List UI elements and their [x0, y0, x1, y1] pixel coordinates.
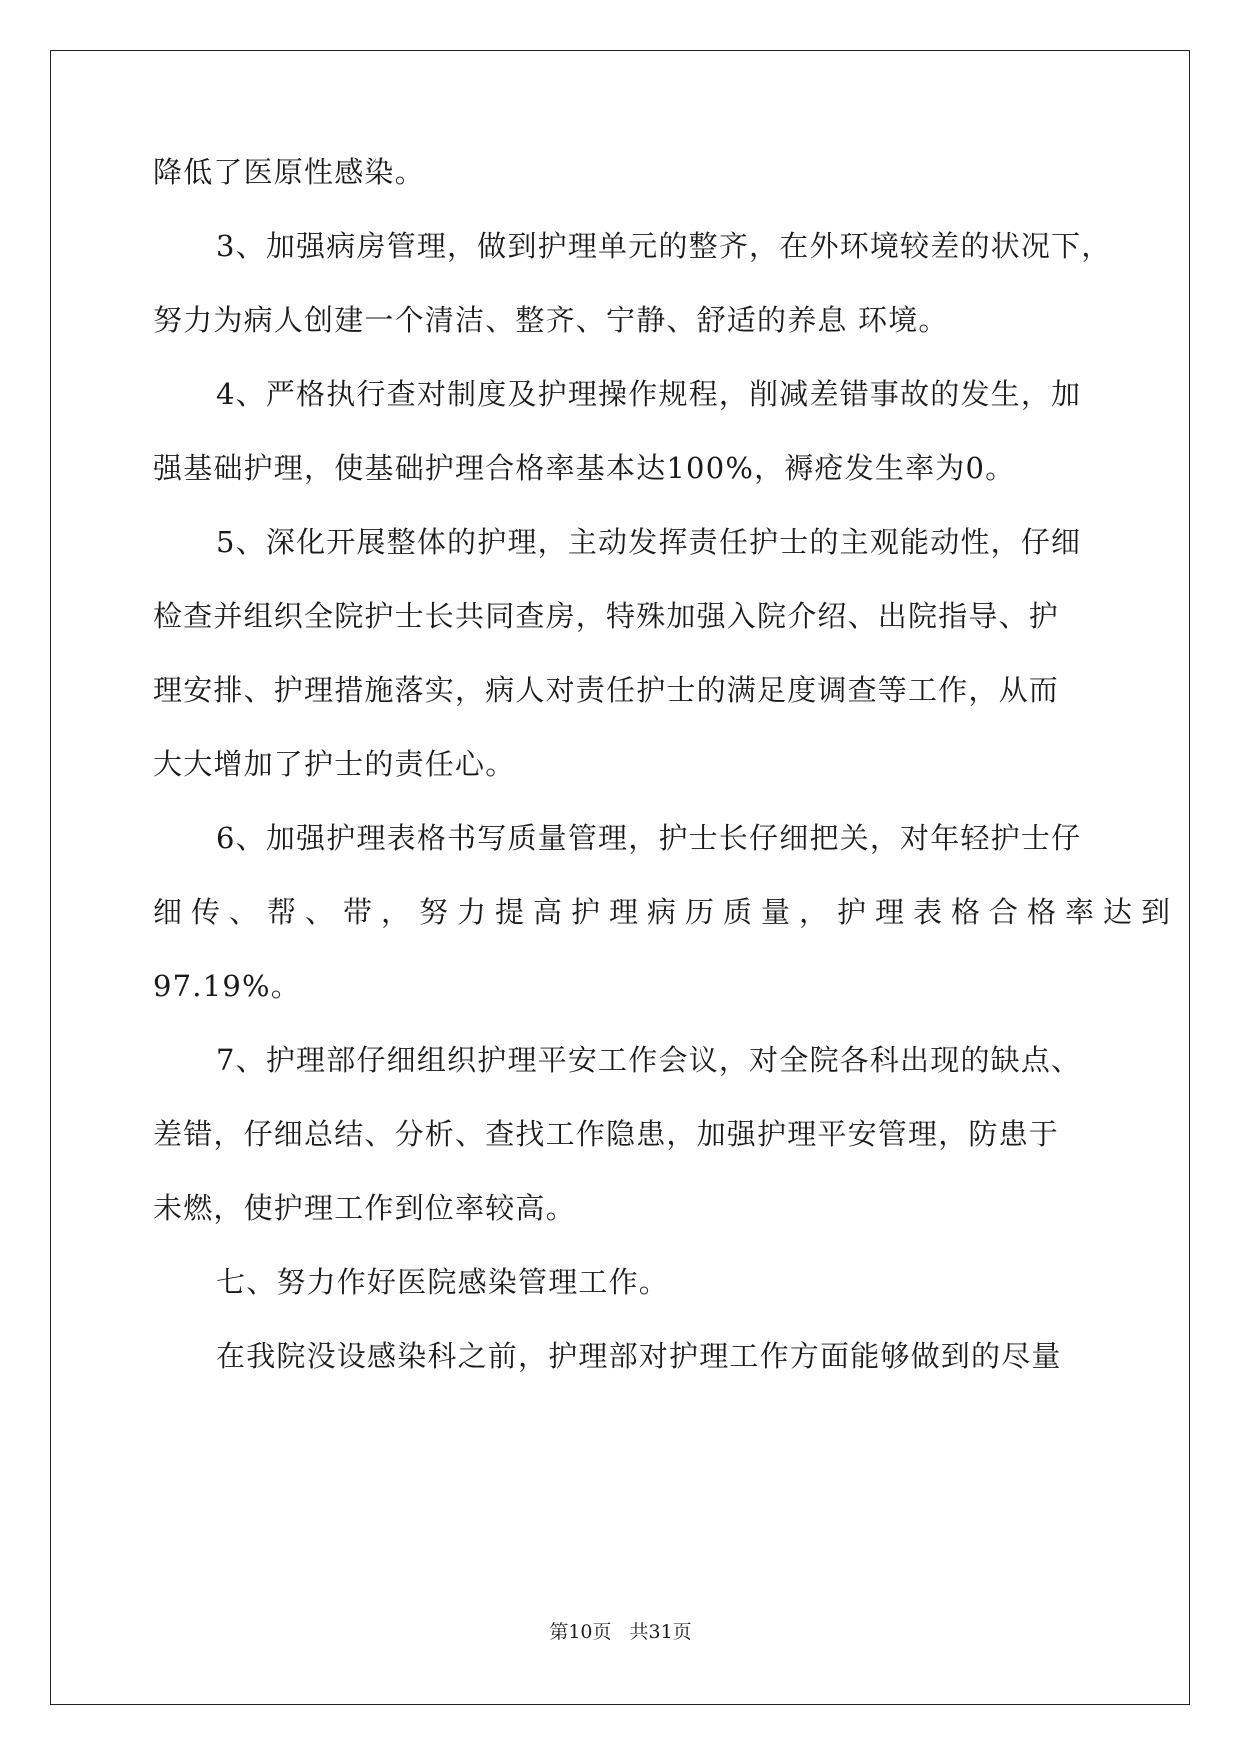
paragraph-line: 在我院没设感染科之前，护理部对护理工作方面能够做到的尽量 — [216, 1339, 1062, 1373]
paragraph-line: 细传、帮、带，努力提高护理病历质量，护理表格合格率达到 — [153, 895, 1180, 929]
page-number: 第10页 — [549, 1621, 612, 1643]
paragraph-line: 检查并组织全院护士长共同查房，特殊加强入院介绍、出院指导、护 — [153, 599, 1060, 633]
page-total: 共31页 — [629, 1621, 692, 1643]
paragraph-line: 3、加强病房管理，做到护理单元的整齐，在外环境较差的状况下， — [216, 229, 1112, 263]
paragraph-line: 努力为病人创建一个清洁、整齐、宁静、舒适的养息 环境。 — [153, 303, 949, 337]
paragraph-line: 强基础护理，使基础护理合格率基本达100%，褥疮发生率为0。 — [153, 451, 1016, 485]
paragraph-line: 未燃，使护理工作到位率较高。 — [153, 1191, 576, 1225]
paragraph-line: 6、加强护理表格书写质量管理，护士长仔细把关，对年轻护士仔 — [216, 821, 1082, 855]
paragraph-line: 理安排、护理措施落实，病人对责任护士的满足度调查等工作，从而 — [153, 673, 1060, 707]
paragraph-line: 差错，仔细总结、分析、查找工作隐患，加强护理平安管理，防患于 — [153, 1117, 1060, 1151]
paragraph-line: 大大增加了护士的责任心。 — [153, 747, 516, 781]
paragraph-line: 5、深化开展整体的护理，主动发挥责任护士的主观能动性，仔细 — [216, 525, 1082, 559]
paragraph-line: 降低了医原性感染。 — [153, 155, 425, 189]
section-heading: 七、努力作好医院感染管理工作。 — [216, 1265, 670, 1299]
paragraph-line: 4、严格执行查对制度及护理操作规程，削减差错事故的发生，加 — [216, 377, 1082, 411]
paragraph-line: 97.19%。 — [153, 969, 301, 1003]
page-footer — [0, 1623, 1241, 1642]
page-border — [50, 50, 1190, 1705]
paragraph-line: 7、护理部仔细组织护理平安工作会议，对全院各科出现的缺点、 — [216, 1043, 1082, 1077]
